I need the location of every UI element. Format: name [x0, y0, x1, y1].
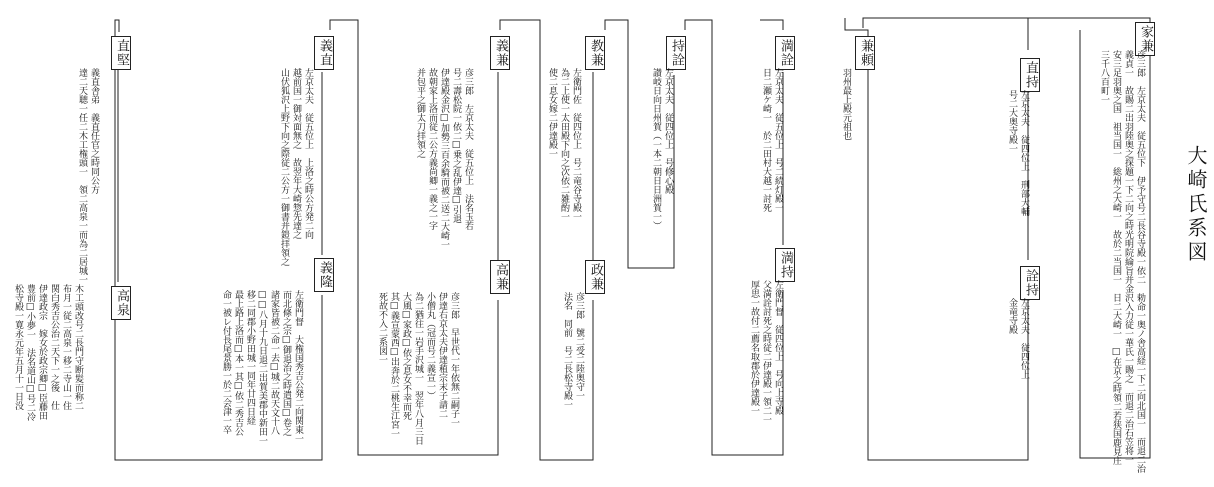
person-notes-mitsumochi	[748, 280, 784, 450]
note-line: 山伏狐沢上野下向之際従二公方一御書并鎧拝領之	[279, 68, 289, 266]
person-name-masakane: 政兼	[585, 260, 605, 294]
note-line: 安三足羽奥之国 祖当国一 総州之大崎一 故於二当国一 日二大崎一 □在京之時領二若狭国鹿見庄	[1111, 50, 1121, 465]
note-line: 左京太夫 従四位上 刑部大輔	[1019, 90, 1029, 216]
person-name-mochiakira: 持詮	[666, 36, 686, 70]
person-notes-mochiakira	[650, 68, 674, 248]
note-line: 三千八百町一	[1099, 50, 1109, 104]
note-line: 布月一従二高泉一移二寺山一住	[61, 284, 71, 410]
note-line: 父満詮討死之時従二伊達殿一領二一	[761, 280, 771, 424]
person-notes-norikane	[546, 68, 582, 258]
note-line: 伊達政宗 嫁女於政宗卿□臣藤田	[37, 284, 47, 420]
person-name-kaneyori: 兼頼	[855, 36, 875, 70]
note-line: 豊前□小夢一 法名道山□号二冷	[25, 284, 35, 421]
note-line: 松寺殿一寛永元年五月十一日没	[13, 284, 23, 410]
document-title: 大崎氏系図	[1184, 145, 1208, 265]
note-line: 左京太夫 従四位上 号修心殿	[663, 68, 673, 194]
note-line: 彦三郎 左京太夫 従五位下 伊予守号二長谷寺殿一依二 勅命一奥ノ舎高経一下二向北国一 而退二治	[1135, 50, 1145, 473]
note-line: 左京太夫 従五位上 上洛之時公方発二向	[303, 68, 313, 239]
note-line: 諸家皆被二命一去□城二故天文十八	[269, 290, 279, 435]
note-line: 号二壽松院一依二□乗之乱伊達□引退	[451, 68, 461, 223]
note-line: 日二瀬ケ崎一 於二田村大越一討死	[761, 68, 771, 212]
person-notes-takakane	[376, 292, 460, 452]
note-line: 讃岐日向日州賀（一本二朝日日洲賀一）	[651, 68, 661, 230]
note-line: 其□義宣蒙西□出奔於二桃生江宮一	[389, 292, 399, 438]
note-line: 故朝家上洛而従二公方義尚卿一義之一字	[427, 68, 437, 230]
person-name-norikane: 教兼	[585, 36, 605, 70]
person-name-mitsuakira: 満詮	[775, 36, 795, 70]
note-line: 越前国一御対面無之 故翌年大崎惣先達之	[291, 68, 301, 239]
person-name-yoshikane: 義兼	[490, 36, 510, 70]
note-line: 厚思一故付二薦名取郡於伊達殿一	[749, 280, 759, 415]
person-name-takaizumi: 高泉	[111, 286, 131, 320]
note-line: 法名 同前 号二長松寺殿一	[562, 292, 572, 409]
note-line: 為二猶往一岩手沢城一 翌年八月三日	[413, 292, 423, 445]
note-line: 関白秀吉公治二天下一之後 仕	[49, 284, 59, 410]
person-notes-takaizumi	[12, 284, 84, 464]
person-name-ienaga: 家兼	[1135, 22, 1155, 56]
person-name-yoshitaka: 義隆	[314, 258, 334, 292]
person-notes-kaneyori	[840, 68, 852, 188]
person-notes-yoshinao	[278, 68, 314, 266]
note-line: 大風□家政□依之息女不幸而死	[401, 292, 411, 420]
person-notes-naokata	[76, 68, 100, 284]
note-line: 金竜寺殿	[1007, 298, 1017, 334]
person-notes-mitsuakira	[760, 68, 784, 243]
note-line: 号二大奥寺殿一	[1007, 90, 1017, 153]
note-line: 而北條之宗□御退治之時遣国□卷之	[281, 290, 291, 436]
note-line: 義貞一 故賜二出羽陸奥之探題一下二向之時光明院綸旨并金沢入力従一華氏一賜之 而退二治石笠将一	[1123, 50, 1133, 464]
person-name-takakane: 高兼	[490, 260, 510, 294]
note-line: □□八月十九日退二出賀美郡中新田一	[257, 290, 267, 445]
person-notes-masakane	[561, 292, 585, 452]
note-line: 木工頭改号二長門守断髪而称二	[73, 284, 83, 410]
note-line: 達二天聴一任二木工権頭一 領二高泉一而為二居城一	[77, 68, 87, 284]
note-line: 義直舎弟 義直任官之時同公方	[89, 68, 99, 194]
person-name-mitsumochi: 満持	[775, 248, 795, 282]
person-name-akimochi: 詮持	[1020, 266, 1040, 300]
note-line: 死故不入二系図一	[377, 292, 387, 364]
note-line: 伊達殿金沢□加勢三百余騎而被二送二大崎一	[439, 68, 449, 249]
note-line: 為二上使一太田殿下向之次依二雑酌一	[559, 68, 569, 221]
note-line: 小僧丸（冠而号二義宣一）	[425, 292, 435, 400]
note-line: 移二同郡小野田城一同年廿四日経	[245, 290, 255, 425]
person-notes-akimochi	[1006, 298, 1030, 458]
note-line: 并包平之御太刀拝領之	[415, 68, 425, 158]
note-line: 羽州最上殿元祖也	[841, 68, 851, 140]
person-notes-yoshikane	[414, 68, 474, 258]
person-notes-naomochi	[1006, 90, 1030, 260]
person-notes-yoshitaka	[220, 290, 304, 458]
note-line: 最上路上洛而□本一其□依二秀吉公	[233, 290, 243, 436]
person-name-yoshinao: 義直	[314, 36, 334, 70]
note-line: 左京太夫 従五位上 号二続灯殿一	[773, 68, 783, 212]
note-line: 命一被レ付長尾景勝一於二会津一卒	[221, 290, 231, 434]
person-name-naomochi: 直持	[1020, 58, 1040, 92]
note-line: 彦三郎 左京太夫 従五位上 法名玉若	[463, 68, 473, 230]
note-line: 左衛門督 大権国秀吉公発二向関東一	[293, 290, 303, 443]
note-line: 左衛門督 従四位上 号向上寺殿	[773, 280, 783, 415]
note-line: 彦三郎 早世代一年依無二嗣子一	[449, 292, 459, 427]
person-name-naokata: 直堅	[111, 36, 131, 70]
note-line: 左京太夫 従四位上	[1019, 298, 1029, 379]
note-line: 伊達右京太夫伊達稙宗末子請二	[437, 292, 447, 418]
note-line: 左衛門佐 従四位上 号二竜谷寺殿一	[571, 68, 581, 221]
note-line: 使二息女嫁二伊達殿一	[547, 68, 557, 158]
person-notes-ienaga	[1098, 50, 1146, 473]
note-line: 彦三郎 號二受二陸奥守一	[574, 292, 584, 400]
